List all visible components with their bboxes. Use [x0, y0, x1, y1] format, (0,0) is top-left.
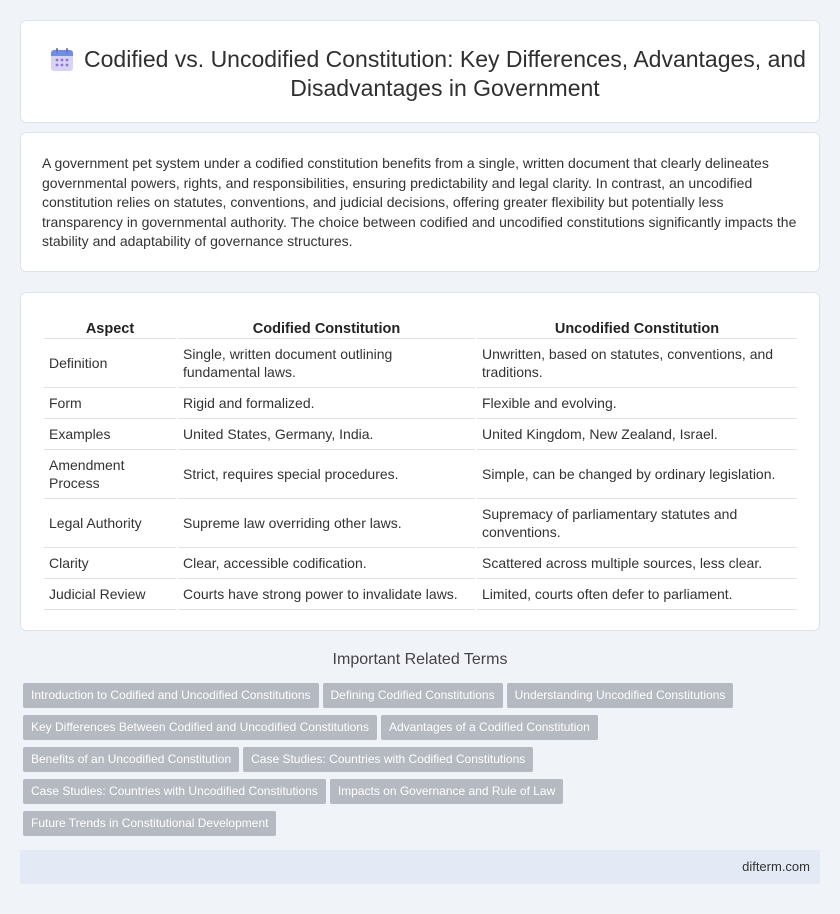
footer [20, 850, 820, 884]
header-aspect: Aspect [44, 313, 176, 339]
cell-uncodified: Scattered across multiple sources, less clear. [477, 548, 797, 579]
header-codified: Codified Constitution [178, 313, 475, 339]
cell-codified: Rigid and formalized. [178, 388, 475, 419]
page-title: Codified vs. Uncodified Constitution: Key Differences, Advantages, and Disadvantages in Government [84, 46, 806, 101]
cell-uncodified: United Kingdom, New Zealand, Israel. [477, 419, 797, 450]
related-term-link[interactable]: Case Studies: Countries with Codified Constitutions [243, 747, 533, 772]
cell-codified: Supreme law overriding other laws. [178, 499, 475, 548]
comparison-card [20, 292, 820, 631]
related-term-link[interactable]: Advantages of a Codified Constitution [381, 715, 598, 740]
header-uncodified: Uncodified Constitution [477, 313, 797, 339]
related-terms-title: Important Related Terms [332, 651, 508, 668]
footer-site-link[interactable]: difterm.com [742, 859, 810, 874]
table-row [44, 450, 797, 499]
cell-codified: Single, written document outlining fundamental laws. [178, 339, 475, 388]
cell-uncodified: Unwritten, based on statutes, conventions, and traditions. [477, 339, 797, 388]
related-terms-list [23, 683, 803, 843]
table-row [44, 579, 797, 610]
cell-aspect: Judicial Review [44, 579, 176, 610]
cell-uncodified: Flexible and evolving. [477, 388, 797, 419]
cell-uncodified: Limited, courts often defer to parliament. [477, 579, 797, 610]
related-term-link[interactable]: Future Trends in Constitutional Development [23, 811, 276, 836]
cell-aspect: Definition [44, 339, 176, 388]
table-row [44, 388, 797, 419]
calendar-icon [49, 47, 75, 73]
related-term-link[interactable]: Impacts on Governance and Rule of Law [330, 779, 563, 804]
cell-codified: Courts have strong power to invalidate laws. [178, 579, 475, 610]
cell-uncodified: Supremacy of parliamentary statutes and conventions. [477, 499, 797, 548]
related-term-link[interactable]: Defining Codified Constitutions [323, 683, 503, 708]
cell-codified: United States, Germany, India. [178, 419, 475, 450]
table-row [44, 419, 797, 450]
related-term-link[interactable]: Understanding Uncodified Constitutions [507, 683, 734, 708]
related-term-link[interactable]: Introduction to Codified and Uncodified Constitutions [23, 683, 319, 708]
related-term-link[interactable]: Case Studies: Countries with Uncodified Constitutions [23, 779, 326, 804]
intro-text: A government pet system under a codified constitution benefits from a single, written document that clearly delineates governmental powers, rights, and responsibilities, ensuring predictability and legal clarity. In contrast, an uncodified constitution relies on statutes, conventions, and judicial decisions, offering greater flexibility but potentially less transparency in governmental authority. The choice between codified and uncodified constitutions significantly impacts the stability and adaptability of governance structures. [42, 155, 797, 250]
cell-codified: Strict, requires special procedures. [178, 450, 475, 499]
table-row [44, 499, 797, 548]
cell-aspect: Examples [44, 419, 176, 450]
cell-aspect: Amendment Process [44, 450, 176, 499]
cell-aspect: Form [44, 388, 176, 419]
related-term-link[interactable]: Key Differences Between Codified and Uncodified Constitutions [23, 715, 377, 740]
comparison-table [42, 313, 799, 610]
cell-uncodified: Simple, can be changed by ordinary legislation. [477, 450, 797, 499]
table-header-row [44, 313, 797, 339]
intro-card [20, 132, 820, 272]
header-card [20, 20, 820, 123]
table-row [44, 339, 797, 388]
table-row [44, 548, 797, 579]
cell-aspect: Clarity [44, 548, 176, 579]
cell-codified: Clear, accessible codification. [178, 548, 475, 579]
related-term-link[interactable]: Benefits of an Uncodified Constitution [23, 747, 239, 772]
cell-aspect: Legal Authority [44, 499, 176, 548]
